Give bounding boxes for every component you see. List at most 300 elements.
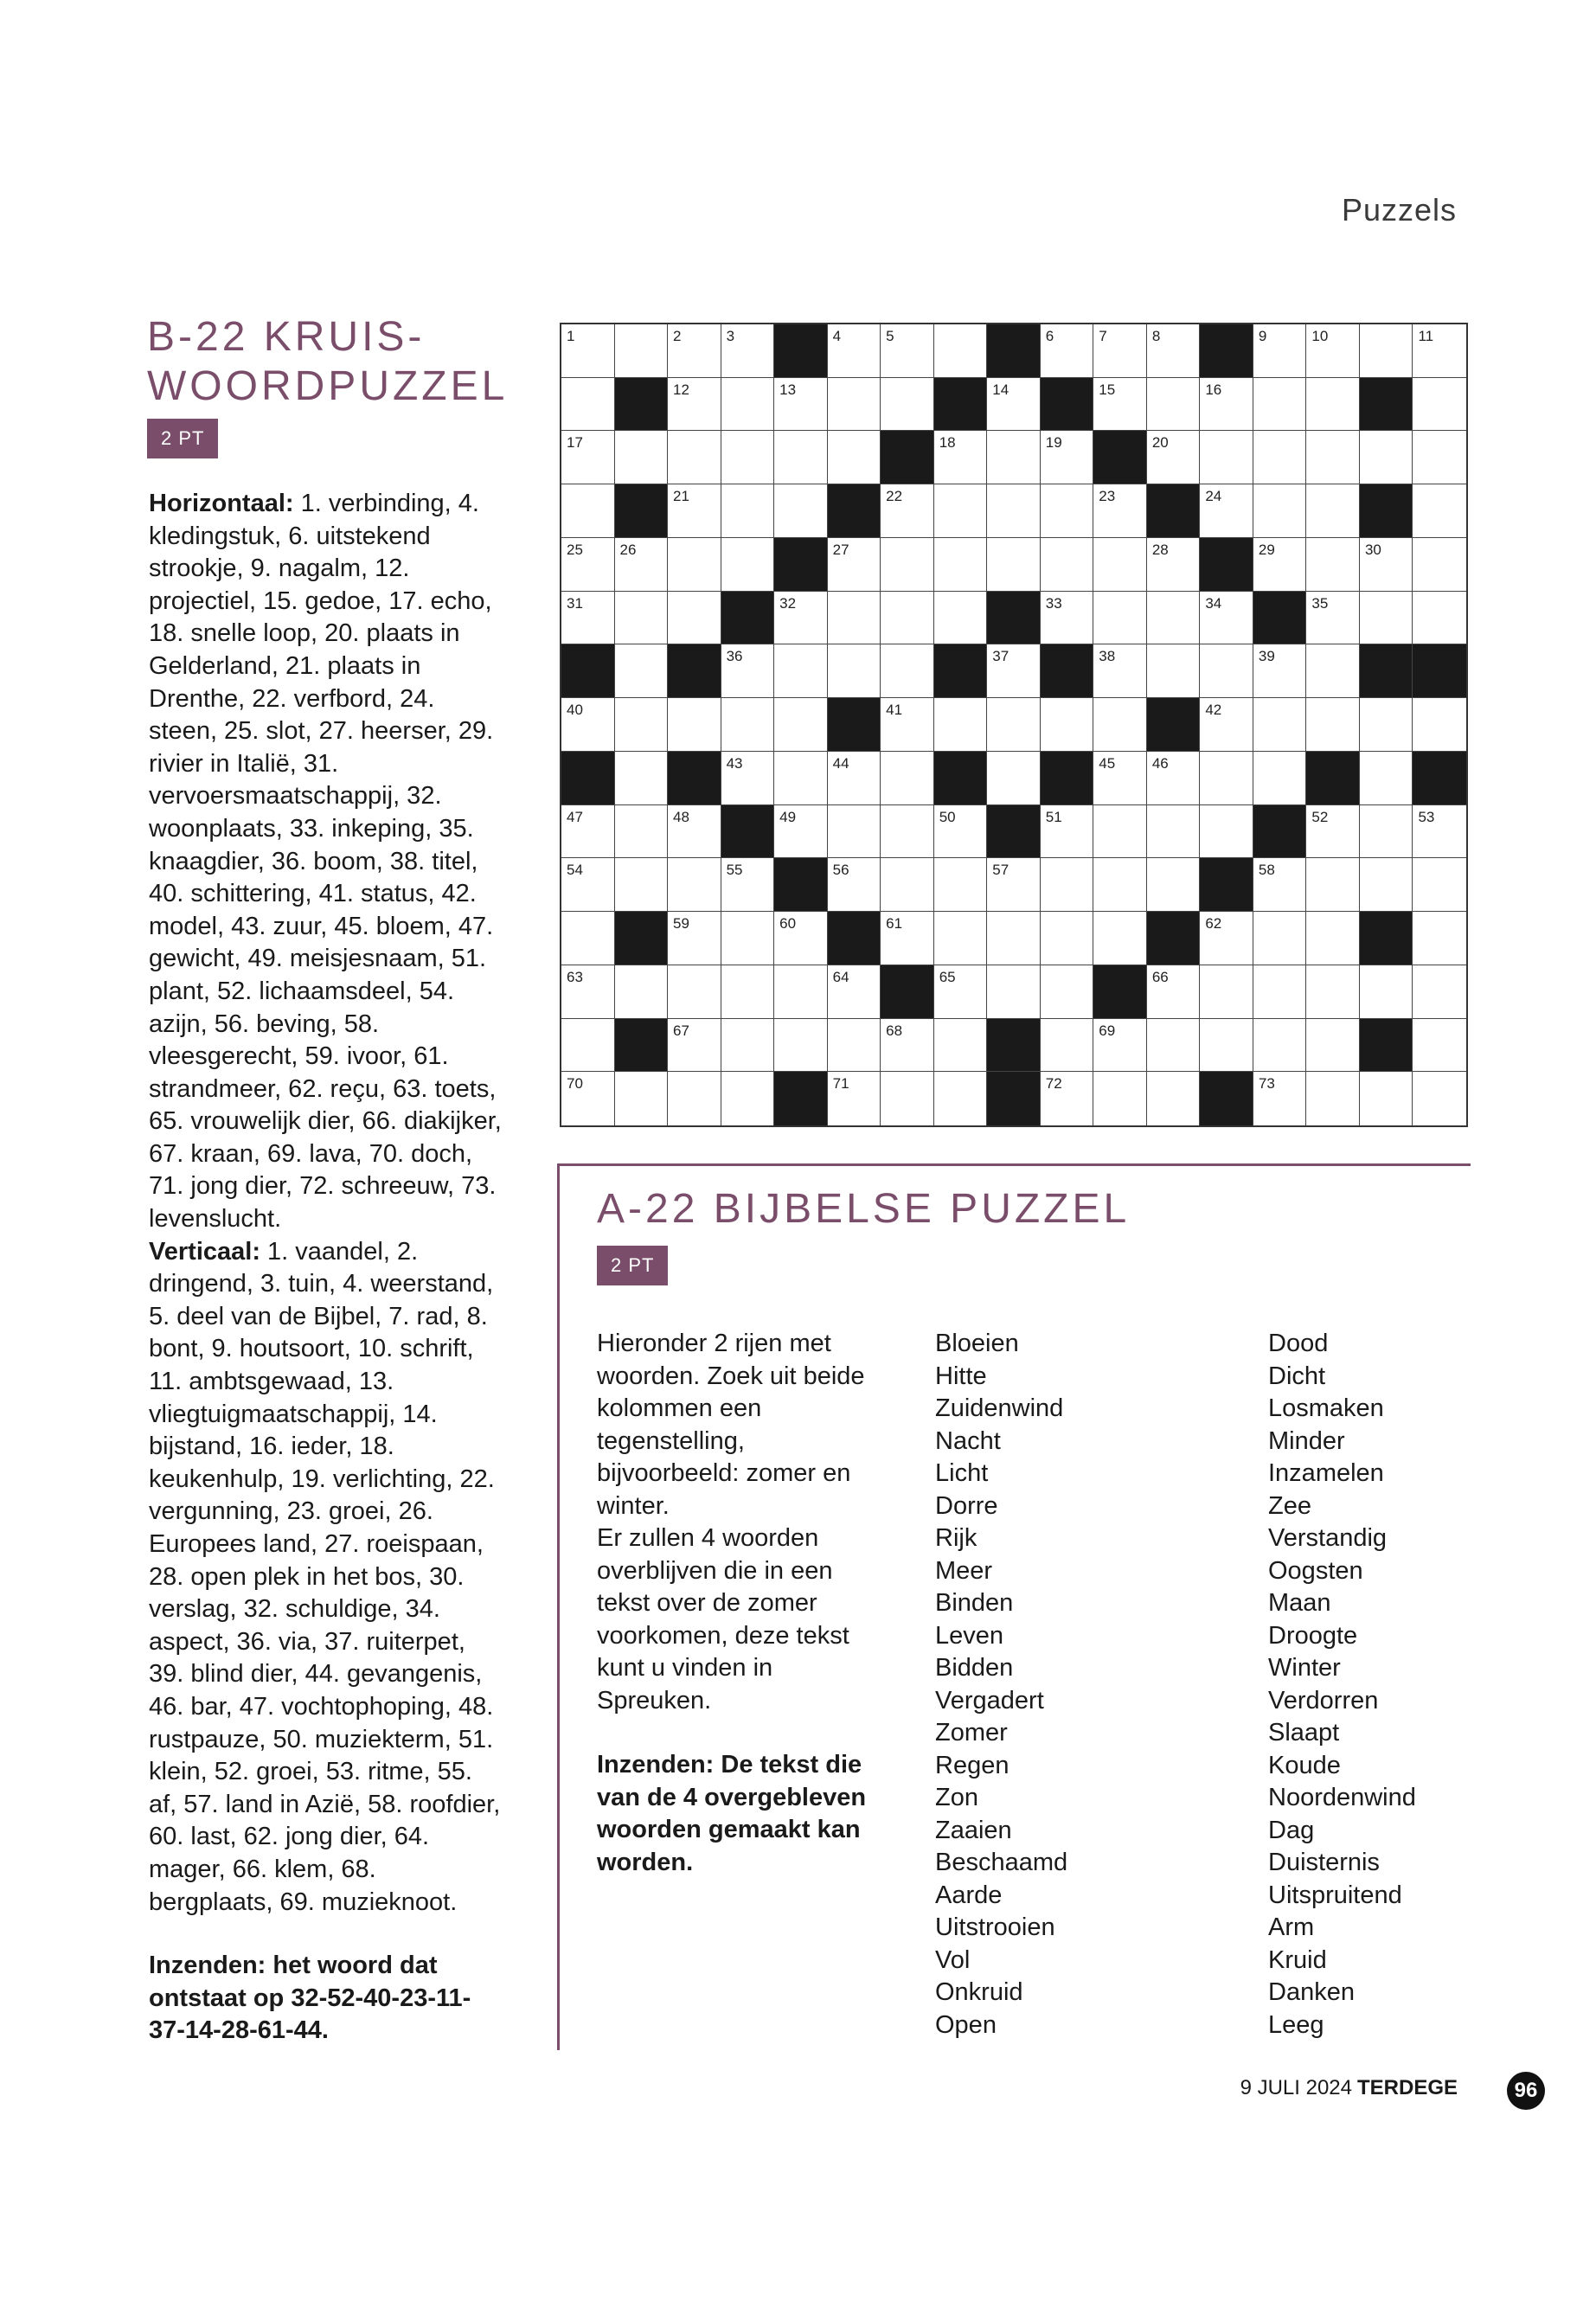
grid-cell[interactable] <box>1306 324 1360 378</box>
grid-cell[interactable] <box>828 592 881 645</box>
grid-cell[interactable] <box>987 752 1041 805</box>
grid-cell[interactable] <box>1253 965 1307 1019</box>
grid-cell[interactable] <box>1200 644 1253 698</box>
grid-cell[interactable] <box>1200 484 1253 538</box>
grid-cell[interactable] <box>1147 378 1201 432</box>
grid-cell[interactable] <box>1253 752 1307 805</box>
grid-cell[interactable] <box>987 378 1041 432</box>
grid-cell[interactable] <box>1041 698 1094 752</box>
word-list-item: Slaapt <box>1268 1719 1340 1747</box>
grid-cell[interactable] <box>828 858 881 912</box>
bible-puzzle-intro <box>597 1328 882 1879</box>
grid-cell[interactable] <box>881 805 934 859</box>
grid-cell[interactable] <box>934 698 988 752</box>
grid-cell[interactable] <box>615 805 669 859</box>
word-list-item: Zee <box>1268 1491 1311 1520</box>
grid-cell[interactable] <box>987 912 1041 965</box>
intro-paragraph-2: Er zullen 4 woorden overblijven die in een tekst over de zomer voorkomen, deze tekst kunt u vinden in Spreuken. <box>597 1524 849 1715</box>
grid-cell[interactable] <box>774 644 828 698</box>
word-list-item: Droogte <box>1268 1621 1358 1650</box>
grid-cell[interactable] <box>1093 698 1147 752</box>
grid-cell[interactable] <box>1200 805 1253 859</box>
word-column-2 <box>1268 1328 1528 2041</box>
grid-cell[interactable] <box>1253 644 1307 698</box>
grid-cell[interactable] <box>1306 1019 1360 1073</box>
grid-cell[interactable] <box>1413 592 1466 645</box>
grid-cell[interactable] <box>721 1019 775 1073</box>
grid-cell[interactable] <box>561 431 615 484</box>
grid-cell[interactable] <box>668 805 721 859</box>
grid-cell[interactable] <box>1306 1072 1360 1125</box>
grid-cell[interactable] <box>668 1072 721 1125</box>
cell-number: 54 <box>567 862 583 879</box>
grid-cell[interactable] <box>1253 538 1307 592</box>
grid-cell[interactable] <box>987 644 1041 698</box>
grid-cell-black <box>1093 431 1147 484</box>
grid-cell[interactable] <box>774 698 828 752</box>
word-list-item: Rijk <box>935 1524 977 1552</box>
grid-cell[interactable] <box>561 912 615 965</box>
cell-number: 23 <box>1099 488 1116 505</box>
grid-cell[interactable] <box>987 698 1041 752</box>
grid-cell[interactable] <box>828 324 881 378</box>
grid-cell[interactable] <box>1413 1072 1466 1125</box>
grid-cell[interactable] <box>1306 698 1360 752</box>
grid-cell[interactable] <box>774 965 828 1019</box>
word-list-item: Uitstrooien <box>935 1913 1055 1941</box>
cell-number: 38 <box>1099 648 1116 665</box>
grid-cell[interactable] <box>1147 752 1201 805</box>
grid-cell[interactable] <box>828 752 881 805</box>
grid-cell-black <box>987 805 1041 859</box>
grid-cell[interactable] <box>1413 698 1466 752</box>
grid-cell[interactable] <box>1360 538 1413 592</box>
cell-number: 49 <box>779 808 797 825</box>
grid-cell[interactable] <box>1093 538 1147 592</box>
cell-number: 24 <box>1205 488 1222 505</box>
grid-cell[interactable] <box>721 858 775 912</box>
grid-cell[interactable] <box>1041 1019 1094 1073</box>
cell-number: 69 <box>1099 1022 1116 1039</box>
grid-cell[interactable] <box>1413 324 1466 378</box>
grid-cell[interactable] <box>721 752 775 805</box>
grid-cell[interactable] <box>1413 431 1466 484</box>
grid-cell[interactable] <box>615 858 669 912</box>
word-list-item: Dicht <box>1268 1362 1326 1390</box>
grid-cell[interactable] <box>668 484 721 538</box>
word-list-item: Bidden <box>935 1654 1014 1682</box>
grid-cell[interactable] <box>1360 858 1413 912</box>
word-list-item: Vergadert <box>935 1686 1044 1715</box>
grid-cell[interactable] <box>1147 805 1201 859</box>
grid-cell[interactable] <box>1093 484 1147 538</box>
cell-number: 9 <box>1258 328 1267 344</box>
word-list-item: Regen <box>935 1751 1010 1779</box>
grid-cell[interactable] <box>774 378 828 432</box>
cell-number: 53 <box>1418 808 1435 825</box>
grid-cell[interactable] <box>774 1019 828 1073</box>
grid-cell[interactable] <box>1147 324 1201 378</box>
grid-cell[interactable] <box>774 592 828 645</box>
grid-cell-black <box>615 912 669 965</box>
cell-number: 60 <box>779 915 797 933</box>
grid-cell[interactable] <box>828 1072 881 1125</box>
grid-cell[interactable] <box>881 698 934 752</box>
bible-puzzle-points-badge: 2 PT <box>597 1246 668 1285</box>
grid-cell[interactable] <box>1093 324 1147 378</box>
grid-cell[interactable] <box>828 965 881 1019</box>
grid-cell[interactable] <box>881 858 934 912</box>
grid-cell-black <box>1200 1072 1253 1125</box>
vertical-label: Verticaal: <box>149 1237 260 1266</box>
grid-cell[interactable] <box>1041 805 1094 859</box>
word-list-item: Losmaken <box>1268 1394 1384 1422</box>
grid-cell[interactable] <box>934 1019 988 1073</box>
grid-cell-black <box>1041 644 1094 698</box>
grid-cell[interactable] <box>1360 324 1413 378</box>
cell-number: 48 <box>673 808 689 825</box>
grid-cell-black <box>934 378 988 432</box>
grid-cell-black <box>1147 484 1201 538</box>
cell-number: 29 <box>1258 541 1275 558</box>
grid-cell[interactable] <box>1147 1072 1201 1125</box>
grid-cell[interactable] <box>561 484 615 538</box>
grid-cell[interactable] <box>668 965 721 1019</box>
grid-cell[interactable] <box>1147 592 1201 645</box>
grid-cell[interactable] <box>615 965 669 1019</box>
grid-cell[interactable] <box>615 538 669 592</box>
cell-number: 22 <box>886 488 903 505</box>
grid-cell[interactable] <box>1413 965 1466 1019</box>
grid-cell[interactable] <box>1306 431 1360 484</box>
word-list-item: Zon <box>935 1784 978 1811</box>
cell-number: 61 <box>886 915 903 933</box>
grid-cell[interactable] <box>1253 484 1307 538</box>
grid-cell[interactable] <box>1253 1072 1307 1125</box>
grid-cell[interactable] <box>1253 858 1307 912</box>
grid-cell[interactable] <box>1253 431 1307 484</box>
grid-cell[interactable] <box>1413 538 1466 592</box>
grid-cell[interactable] <box>1306 378 1360 432</box>
grid-cell[interactable] <box>1093 378 1147 432</box>
grid-cell[interactable] <box>1041 538 1094 592</box>
word-list-item: Beschaamd <box>935 1849 1068 1876</box>
grid-cell[interactable] <box>1093 858 1147 912</box>
grid-cell[interactable] <box>1360 752 1413 805</box>
grid-cell[interactable] <box>881 484 934 538</box>
grid-cell[interactable] <box>1253 378 1307 432</box>
grid-cell-black <box>1041 378 1094 432</box>
cell-number: 52 <box>1311 808 1329 825</box>
grid-cell[interactable] <box>934 912 988 965</box>
grid-cell[interactable] <box>615 644 669 698</box>
word-list-item: Aarde <box>935 1881 1003 1909</box>
grid-cell[interactable] <box>561 324 615 378</box>
grid-cell[interactable] <box>1360 698 1413 752</box>
grid-cell[interactable] <box>1413 858 1466 912</box>
grid-cell[interactable] <box>1413 912 1466 965</box>
grid-cell[interactable] <box>1147 644 1201 698</box>
vertical-clues <box>149 1236 505 1919</box>
grid-cell[interactable] <box>881 752 934 805</box>
grid-cell[interactable] <box>828 644 881 698</box>
grid-cell[interactable] <box>1306 858 1360 912</box>
cell-number: 62 <box>1205 915 1222 933</box>
grid-cell[interactable] <box>668 324 721 378</box>
grid-cell[interactable] <box>774 912 828 965</box>
word-list-item: Winter <box>1268 1654 1341 1682</box>
grid-cell[interactable] <box>561 592 615 645</box>
grid-cell[interactable] <box>1147 431 1201 484</box>
grid-cell[interactable] <box>668 538 721 592</box>
word-list-item: Noordenwind <box>1268 1784 1416 1811</box>
cell-number: 7 <box>1099 328 1107 344</box>
grid-cell-black <box>1253 592 1307 645</box>
grid-cell[interactable] <box>1093 805 1147 859</box>
grid-cell[interactable] <box>1306 965 1360 1019</box>
grid-cell[interactable] <box>615 324 669 378</box>
grid-cell[interactable] <box>987 484 1041 538</box>
grid-cell[interactable] <box>721 484 775 538</box>
grid-cell[interactable] <box>881 592 934 645</box>
word-list-item: Dag <box>1268 1816 1315 1844</box>
cell-number: 39 <box>1258 648 1275 665</box>
grid-cell-black <box>987 324 1041 378</box>
grid-cell[interactable] <box>721 965 775 1019</box>
word-list-item: Open <box>935 2010 997 2039</box>
grid-cell[interactable] <box>1306 805 1360 859</box>
grid-cell[interactable] <box>615 1072 669 1125</box>
grid-cell[interactable] <box>668 378 721 432</box>
grid-cell[interactable] <box>561 1019 615 1073</box>
grid-cell[interactable] <box>1360 431 1413 484</box>
grid-cell[interactable] <box>774 484 828 538</box>
grid-cell[interactable] <box>1093 912 1147 965</box>
grid-cell[interactable] <box>1200 698 1253 752</box>
word-list-item: Verstandig <box>1268 1524 1388 1552</box>
grid-cell[interactable] <box>1306 912 1360 965</box>
cell-number: 46 <box>1151 754 1169 772</box>
cell-number: 59 <box>673 915 689 933</box>
grid-cell[interactable] <box>1093 1072 1147 1125</box>
grid-cell[interactable] <box>721 644 775 698</box>
grid-cell[interactable] <box>881 912 934 965</box>
grid-cell[interactable] <box>1360 805 1413 859</box>
word-list-item: Onkruid <box>935 1978 1023 2006</box>
grid-cell[interactable] <box>934 965 988 1019</box>
grid-cell[interactable] <box>1093 592 1147 645</box>
grid-cell[interactable] <box>828 378 881 432</box>
grid-cell[interactable] <box>1253 1019 1307 1073</box>
grid-cell-black <box>1360 912 1413 965</box>
grid-cell[interactable] <box>774 431 828 484</box>
cell-number: 35 <box>1311 594 1329 612</box>
grid-cell[interactable] <box>1253 912 1307 965</box>
section-divider-horizontal <box>557 1163 1471 1166</box>
grid-cell[interactable] <box>987 431 1041 484</box>
issue-date: 9 JULI 2024 <box>1240 2076 1352 2099</box>
cell-number: 34 <box>1205 594 1222 612</box>
grid-cell-black <box>668 752 721 805</box>
cell-number: 66 <box>1151 968 1169 985</box>
grid-cell[interactable] <box>828 538 881 592</box>
grid-cell-black <box>774 1072 828 1125</box>
grid-cell[interactable] <box>1200 592 1253 645</box>
grid-cell[interactable] <box>881 1019 934 1073</box>
grid-cell[interactable] <box>934 805 988 859</box>
grid-cell[interactable] <box>1413 378 1466 432</box>
grid-cell[interactable] <box>1413 1019 1466 1073</box>
grid-cell[interactable] <box>668 592 721 645</box>
grid-cell-black <box>881 431 934 484</box>
grid-cell[interactable] <box>987 538 1041 592</box>
word-list-item: Maan <box>1268 1589 1331 1617</box>
grid-cell[interactable] <box>721 538 775 592</box>
grid-cell-black <box>1360 378 1413 432</box>
grid-cell[interactable] <box>934 858 988 912</box>
grid-cell[interactable] <box>774 752 828 805</box>
grid-cell[interactable] <box>1093 752 1147 805</box>
grid-cell[interactable] <box>561 698 615 752</box>
cell-number: 31 <box>567 594 583 612</box>
grid-cell-black <box>1360 644 1413 698</box>
grid-cell[interactable] <box>987 965 1041 1019</box>
grid-cell-black <box>987 1072 1041 1125</box>
grid-cell[interactable] <box>668 698 721 752</box>
grid-cell[interactable] <box>1200 1019 1253 1073</box>
word-list-item: Koude <box>1268 1751 1341 1779</box>
grid-cell[interactable] <box>1093 1019 1147 1073</box>
grid-cell[interactable] <box>721 324 775 378</box>
magazine-brand: TERDEGE <box>1356 2076 1458 2099</box>
grid-cell[interactable] <box>881 378 934 432</box>
grid-cell[interactable] <box>668 1019 721 1073</box>
grid-cell[interactable] <box>721 431 775 484</box>
grid-cell[interactable] <box>1306 484 1360 538</box>
grid-cell[interactable] <box>561 1072 615 1125</box>
grid-cell[interactable] <box>881 324 934 378</box>
word-list-item: Zomer <box>935 1719 1008 1747</box>
grid-cell[interactable] <box>1147 538 1201 592</box>
horizontal-clues <box>149 488 505 1236</box>
grid-cell[interactable] <box>1041 431 1094 484</box>
grid-cell[interactable] <box>1360 965 1413 1019</box>
grid-cell[interactable] <box>561 378 615 432</box>
grid-cell[interactable] <box>615 698 669 752</box>
grid-cell[interactable] <box>1306 644 1360 698</box>
grid-cell[interactable] <box>987 858 1041 912</box>
grid-cell[interactable] <box>934 431 988 484</box>
horizontal-text: 1. verbinding, 4. kledingstuk, 6. uitstekend strookje, 9. nagalm, 12. projectiel, 15. gedoe, 17. echo, 18. snelle loop, 20. plaats in Gelderland, 21. plaats in Drenthe, 22. verfbord, 24. steen, 25. slot, 27. heerser, 29. rivier in Italië, 31. vervoersmaatschappij, 32. woonplaats, 33. inkeping, 35. knaagdier, 36. boom, 38. titel, 40. schittering, 41. status, 42. model, 43. zuur, 45. bloem, 47. gewicht, 49. meisjesnaam, 51. plant, 52. lichaamsdeel, 54. azijn, 56. beving, 58. vleesgerecht, 59. ivoor, 61. strandmeer, 62. reçu, 63. toets, 65. vrouwelijk dier, 66. diakijker, 67. kraan, 69. lava, 70. doch, 71. jong dier, 72. schreeuw, 73. levenslucht. <box>149 490 502 1234</box>
grid-cell[interactable] <box>668 431 721 484</box>
grid-cell[interactable] <box>721 912 775 965</box>
grid-cell[interactable] <box>881 1072 934 1125</box>
grid-cell[interactable] <box>721 698 775 752</box>
grid-cell[interactable] <box>1041 858 1094 912</box>
vertical-text: 1. vaandel, 2. dringend, 3. tuin, 4. weerstand, 5. deel van de Bijbel, 7. rad, 8. bont, 9. houtsoort, 10. schrift, 11. ambtsgewaad, 13. vliegtuigmaatschappij, 14. bijstand, 16. ieder, 18. keukenhulp, 19. verlichting, 22. vergunning, 23. groei, 26. Europees land, 27. roeispaan, 28. open plek in het bos, 30. verslag, 32. schuldige, 34. aspect, 36. via, 37. ruiterpet, 39. blind dier, 44. gevangenis, 46. bar, 47. vochtophoping, 48. rustpauze, 50. muziekterm, 51. klein, 52. groei, 53. ritme, 55. af, 57. land in Azië, 58. roofdier, 60. last, 62. jong dier, 64. mager, 66. klem, 68. bergplaats, 69. muzieknoot. <box>149 1237 501 1916</box>
grid-cell[interactable] <box>828 805 881 859</box>
grid-cell[interactable] <box>1253 698 1307 752</box>
grid-cell[interactable] <box>721 1072 775 1125</box>
grid-cell[interactable] <box>1041 324 1094 378</box>
cell-number: 12 <box>673 381 689 398</box>
grid-cell[interactable] <box>1147 1019 1201 1073</box>
grid-cell[interactable] <box>934 324 988 378</box>
grid-cell[interactable] <box>668 912 721 965</box>
grid-cell-black <box>615 378 669 432</box>
grid-cell[interactable] <box>1041 592 1094 645</box>
grid-cell[interactable] <box>1041 484 1094 538</box>
grid-cell[interactable] <box>1200 378 1253 432</box>
grid-cell[interactable] <box>615 592 669 645</box>
word-list-item: Bloeien <box>935 1330 1019 1357</box>
grid-cell[interactable] <box>1041 965 1094 1019</box>
grid-cell[interactable] <box>561 965 615 1019</box>
grid-cell[interactable] <box>934 592 988 645</box>
word-list-item: Minder <box>1268 1426 1345 1455</box>
grid-cell[interactable] <box>1360 1072 1413 1125</box>
grid-cell[interactable] <box>1147 858 1201 912</box>
grid-cell[interactable] <box>1041 912 1094 965</box>
grid-cell[interactable] <box>934 1072 988 1125</box>
grid-cell[interactable] <box>934 484 988 538</box>
grid-cell[interactable] <box>1360 592 1413 645</box>
grid-cell-black <box>1200 858 1253 912</box>
grid-cell[interactable] <box>774 805 828 859</box>
grid-cell[interactable] <box>934 538 988 592</box>
grid-cell[interactable] <box>1413 805 1466 859</box>
grid-cell[interactable] <box>1200 431 1253 484</box>
grid-cell[interactable] <box>881 538 934 592</box>
grid-cell[interactable] <box>615 431 669 484</box>
grid-cell[interactable] <box>1200 965 1253 1019</box>
grid-cell[interactable] <box>561 538 615 592</box>
crossword-submit: Inzenden: het woord dat ontstaat op 32-52-40-23-11-37-14-28-61-44. <box>149 1952 471 2045</box>
cell-number: 14 <box>992 381 1010 398</box>
cell-number: 25 <box>567 541 583 558</box>
cell-number: 11 <box>1418 328 1434 344</box>
grid-cell[interactable] <box>828 1019 881 1073</box>
grid-cell-black <box>1360 1019 1413 1073</box>
cell-number: 73 <box>1258 1075 1275 1093</box>
grid-cell[interactable] <box>1253 324 1307 378</box>
grid-cell[interactable] <box>561 805 615 859</box>
grid-cell[interactable] <box>1200 752 1253 805</box>
crossword-grid <box>560 323 1468 1127</box>
word-list-item: Inzamelen <box>1268 1459 1384 1487</box>
grid-cell[interactable] <box>1413 484 1466 538</box>
grid-cell[interactable] <box>1306 592 1360 645</box>
grid-cell[interactable] <box>1041 1072 1094 1125</box>
cell-number: 41 <box>886 702 903 719</box>
grid-cell[interactable] <box>1093 644 1147 698</box>
grid-cell[interactable] <box>1306 538 1360 592</box>
grid-cell[interactable] <box>721 378 775 432</box>
grid-cell[interactable] <box>561 858 615 912</box>
grid-cell-black <box>881 965 934 1019</box>
grid-cell[interactable] <box>668 858 721 912</box>
grid-cell[interactable] <box>1147 965 1201 1019</box>
grid-cell[interactable] <box>615 752 669 805</box>
grid-cell[interactable] <box>828 431 881 484</box>
grid-cell[interactable] <box>1200 912 1253 965</box>
cell-number: 27 <box>832 541 849 558</box>
grid-cell-black <box>1360 484 1413 538</box>
grid-cell-black <box>774 858 828 912</box>
grid-cell[interactable] <box>881 644 934 698</box>
grid-cell-black <box>1147 698 1201 752</box>
bible-puzzle-title: A-22 BIJBELSE PUZZEL <box>597 1186 1131 1232</box>
